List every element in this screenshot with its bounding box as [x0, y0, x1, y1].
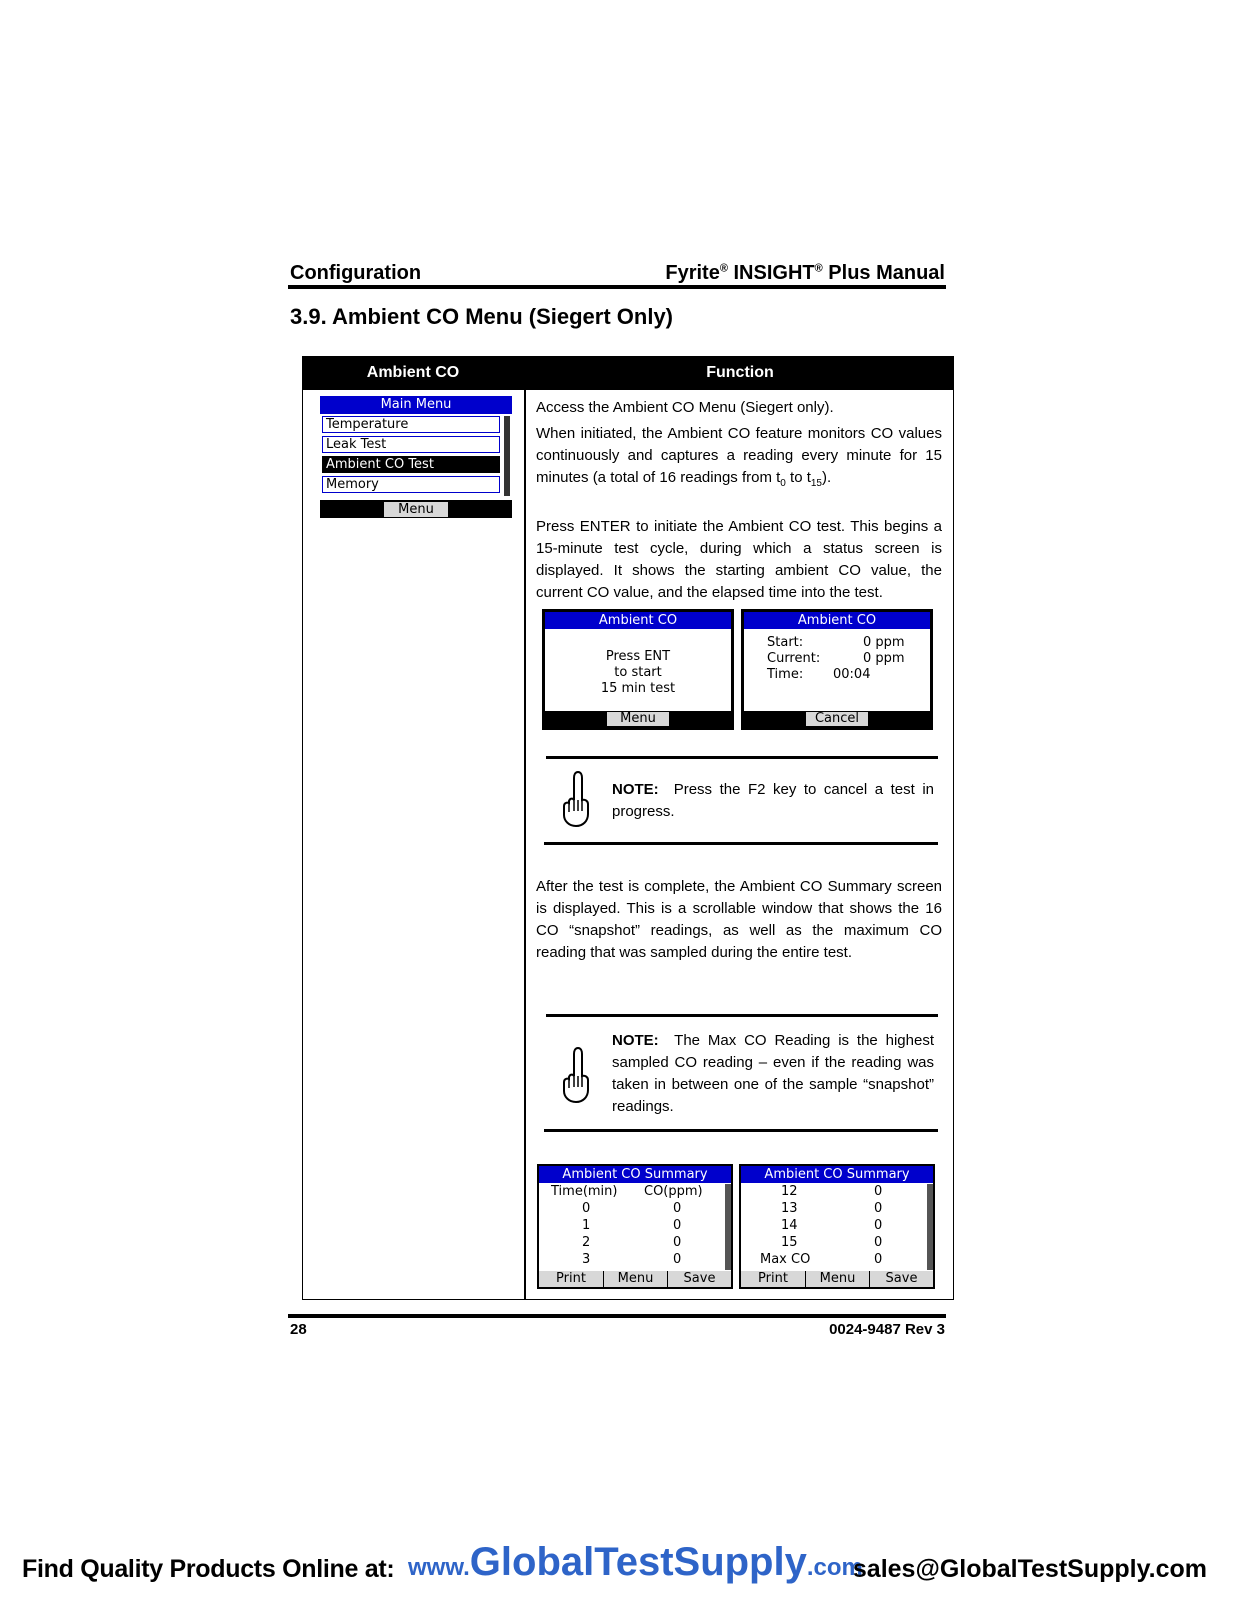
note2-top-rule: [546, 1014, 938, 1017]
summary1-save-button[interactable]: Save: [668, 1271, 731, 1287]
main-menu-menu-button[interactable]: Menu: [384, 502, 448, 517]
status-start-value: 0 ppm: [863, 635, 905, 650]
start-line-1: Press ENT: [605, 649, 671, 664]
pointing-finger-icon: [558, 1046, 592, 1104]
p2-text-c: ).: [822, 469, 832, 486]
summary1-title: Ambient CO Summary: [539, 1166, 731, 1183]
start-line-2: to start: [614, 665, 662, 680]
summary2-row-3-co: 0: [874, 1235, 883, 1250]
summary1-row-2-time: 2: [582, 1235, 591, 1250]
summary1-row-3-time: 3: [582, 1252, 591, 1267]
status-current-label: Current:: [767, 651, 821, 666]
summary1-print-button[interactable]: Print: [539, 1271, 603, 1287]
subscript-15: 15: [810, 478, 822, 489]
ambient-co-start-screen: [542, 609, 734, 730]
promo-tagline: Find Quality Products Online at:: [22, 1555, 395, 1583]
summary2-row-2-time: 14: [781, 1218, 798, 1233]
summary2-row-max-co: 0: [874, 1252, 883, 1267]
main-menu-title: Main Menu: [320, 396, 512, 414]
note2-label: NOTE:: [612, 1032, 659, 1049]
summary2-menu-button[interactable]: Menu: [806, 1271, 869, 1287]
note1-text: [612, 779, 934, 823]
summary2-row-0-co: 0: [874, 1184, 883, 1199]
summary2-row-2-co: 0: [874, 1218, 883, 1233]
status-cancel-button[interactable]: Cancel: [806, 712, 868, 726]
registered-mark: ®: [814, 262, 823, 275]
summary1-row-0-co: 0: [673, 1201, 682, 1216]
brand-suffix: Plus Manual: [828, 262, 945, 284]
function-paragraph-1: Access the Ambient CO Menu (Siegert only).: [536, 399, 834, 416]
summary2-footer: [741, 1271, 933, 1287]
promo-email-link[interactable]: sales@GlobalTestSupply.com: [852, 1555, 1207, 1583]
summary1-footer: [539, 1271, 731, 1287]
registered-mark: ®: [719, 262, 728, 275]
url-suffix: .com: [806, 1554, 863, 1581]
summary2-row-max-label: Max CO: [760, 1252, 811, 1267]
menu-item-leak-test[interactable]: Leak Test: [322, 436, 500, 453]
note1-bottom-rule: [544, 842, 938, 845]
function-paragraph-4: After the test is complete, the Ambient CO Summary screen is displayed. This is a scrollable window that shows the 16 CO “snapshot” readings, as well as the maximum CO reading that was sampled during the entire test.: [536, 878, 942, 961]
start-screen-title: Ambient CO: [545, 612, 731, 629]
summary2-row-1-co: 0: [874, 1201, 883, 1216]
menu-item-memory[interactable]: Memory: [322, 476, 500, 493]
note1-label: NOTE:: [612, 781, 659, 798]
brand-insight: INSIGHT: [733, 262, 815, 284]
subscript-0: 0: [780, 478, 786, 489]
note2-body: The Max CO Reading is the highest sampled CO reading – even if the reading was taken in between one of the sample “snapshot” readings.: [612, 1032, 934, 1115]
summary2-scrollbar[interactable]: [927, 1184, 933, 1270]
url-main: GlobalTestSupply: [469, 1540, 807, 1584]
summary1-row-1-time: 1: [582, 1218, 591, 1233]
ambient-co-summary-screen-1: [537, 1164, 733, 1289]
p2-text-b: to t: [785, 469, 811, 486]
summary1-col-co: CO(ppm): [644, 1184, 703, 1199]
main-menu-screen: [320, 396, 512, 518]
brand-fyrite: Fyrite: [665, 262, 720, 284]
menu-item-temperature[interactable]: Temperature: [322, 416, 500, 433]
status-start-label: Start:: [767, 635, 804, 650]
section-title: 3.9. Ambient CO Menu (Siegert Only): [290, 304, 674, 329]
table-column-divider: [524, 356, 526, 1300]
summary2-row-3-time: 15: [781, 1235, 798, 1250]
promo-website-link[interactable]: [408, 1540, 863, 1585]
note2-bottom-rule: [544, 1129, 938, 1132]
ambient-co-status-screen: [741, 609, 933, 730]
status-current-value: 0 ppm: [863, 651, 905, 666]
note1-top-rule: [546, 756, 938, 759]
summary1-col-time: Time(min): [551, 1184, 618, 1199]
status-screen-footer: [744, 711, 930, 727]
function-paragraph-2: [536, 423, 942, 495]
footer-rule: [288, 1314, 946, 1318]
note1-body: Press the F2 key to cancel a test in progress.: [612, 781, 934, 820]
header-section: Configuration: [290, 262, 422, 284]
start-menu-button[interactable]: Menu: [607, 712, 669, 726]
summary1-scrollbar[interactable]: [725, 1184, 731, 1270]
status-time-value: 00:04: [833, 667, 871, 682]
function-paragraph-3: Press ENTER to initiate the Ambient CO test. This begins a 15-minute test cycle, during which a status screen is displayed. It shows the starting ambient CO value, the current CO value, and the elapsed time into the test.: [536, 518, 942, 601]
page-number: 28: [290, 1321, 307, 1338]
status-screen-title: Ambient CO: [744, 612, 930, 629]
document-revision: 0024-9487 Rev 3: [829, 1321, 945, 1338]
status-time-label: Time:: [767, 667, 804, 682]
main-menu-list: [320, 414, 512, 500]
table-header-ambient-co: Ambient CO: [366, 364, 460, 381]
summary1-menu-button[interactable]: Menu: [604, 1271, 667, 1287]
pointing-finger-icon: [558, 770, 592, 828]
url-prefix: www.: [408, 1554, 470, 1581]
summary1-row-2-co: 0: [673, 1235, 682, 1250]
summary2-title: Ambient CO Summary: [741, 1166, 933, 1183]
main-menu-scrollbar[interactable]: [504, 416, 510, 496]
header-rule: [288, 285, 946, 289]
note2-text: [612, 1030, 934, 1118]
menu-item-ambient-co-test[interactable]: Ambient CO Test: [322, 456, 500, 473]
summary2-print-button[interactable]: Print: [741, 1271, 805, 1287]
start-line-3: 15 min test: [600, 681, 676, 696]
summary1-row-0-time: 0: [582, 1201, 591, 1216]
summary2-row-0-time: 12: [781, 1184, 798, 1199]
summary2-save-button[interactable]: Save: [870, 1271, 933, 1287]
summary2-row-1-time: 13: [781, 1201, 798, 1216]
summary1-row-3-co: 0: [673, 1252, 682, 1267]
table-header-function: Function: [706, 364, 774, 381]
summary1-row-1-co: 0: [673, 1218, 682, 1233]
start-screen-footer: [545, 711, 731, 727]
header-manual-title: [665, 262, 945, 285]
p2-text-a: When initiated, the Ambient CO feature monitors CO values continuously and captures a reading every minute for 15 minutes (a total of 16 readings from t: [536, 425, 942, 486]
ambient-co-summary-screen-2: [739, 1164, 935, 1289]
